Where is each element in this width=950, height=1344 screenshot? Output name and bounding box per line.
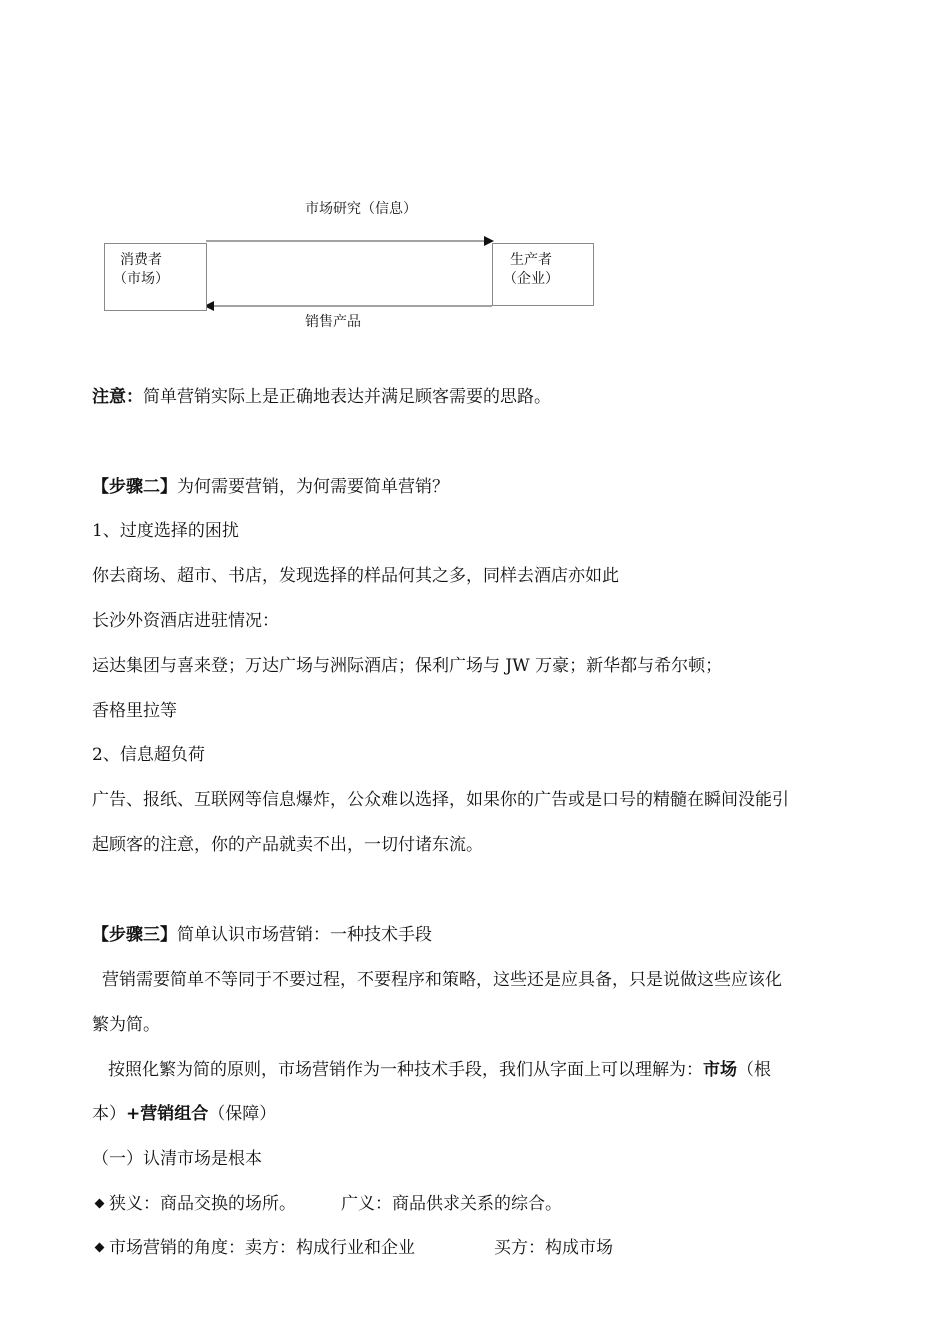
bullet-1-narrow: 狭义：商品交换的场所。 bbox=[109, 1194, 296, 1214]
bullet-1 bbox=[92, 1193, 296, 1215]
step2-label: 【步骤二】 bbox=[92, 477, 177, 497]
consumer-sublabel: （市场） bbox=[113, 271, 169, 287]
producer-label: 生产者 bbox=[510, 252, 552, 268]
step2-item1: 1、过度选择的困扰 bbox=[92, 521, 239, 541]
step2-paragraph-2: 长沙外资酒店进驻情况： bbox=[92, 611, 279, 631]
producer-sublabel: （企业） bbox=[503, 271, 559, 287]
diagram-bottom-label: 销售产品 bbox=[305, 314, 361, 330]
bullet-2-buyer: 买方：构成市场 bbox=[494, 1238, 613, 1258]
step2-title: 为何需要营销，为何需要简单营销？ bbox=[177, 477, 449, 497]
step2-paragraph-3: 运达集团与喜来登；万达广场与洲际酒店；保利广场与 JW 万豪；新华都与希尔顿； bbox=[92, 656, 723, 676]
step3-paragraph-1a: 营销需要简单不等同于不要过程，不要程序和策略，这些还是应具备，只是说做这些应该化 bbox=[102, 970, 782, 990]
diamond-bullet-icon bbox=[95, 1243, 105, 1253]
consumer-box bbox=[104, 243, 207, 311]
bullet-2 bbox=[92, 1237, 415, 1259]
diagram-top-label: 市场研究（信息） bbox=[305, 201, 417, 217]
step2-item2: 2、信息超负荷 bbox=[92, 745, 205, 765]
diamond-bullet-icon bbox=[95, 1199, 105, 1209]
producer-box bbox=[492, 243, 594, 306]
consumer-label: 消费者 bbox=[120, 252, 162, 268]
market-keyword: 市场 bbox=[703, 1060, 737, 1080]
note-label: 注意： bbox=[92, 387, 143, 407]
note-paragraph bbox=[92, 386, 551, 408]
step3-paragraph-1b: 繁为简。 bbox=[92, 1015, 160, 1035]
step2-paragraph-5b: 起顾客的注意，你的产品就卖不出，一切付诸东流。 bbox=[92, 835, 483, 855]
step3-paragraph-2b: 本）+营销组合（保障） bbox=[92, 1104, 277, 1124]
step2-paragraph-4: 香格里拉等 bbox=[92, 701, 177, 721]
section-1-heading: （一）认清市场是根本 bbox=[92, 1149, 262, 1169]
step3-title: 简单认识市场营销：一种技术手段 bbox=[177, 925, 432, 945]
step3-heading bbox=[92, 924, 432, 946]
step2-paragraph-5a: 广告、报纸、互联网等信息爆炸，公众难以选择，如果你的广告或是口号的精髓在瞬间没能引 bbox=[92, 790, 789, 810]
marketing-mix-keyword: +营销组合 bbox=[126, 1104, 209, 1124]
step3-label: 【步骤三】 bbox=[92, 925, 177, 945]
bullet-1-broad: 广义：商品供求关系的综合。 bbox=[341, 1194, 562, 1214]
bullet-2-seller: 市场营销的角度：卖方：构成行业和企业 bbox=[109, 1238, 415, 1258]
step2-paragraph-1: 你去商场、超市、书店，发现选择的样品何其之多，同样去酒店亦如此 bbox=[92, 566, 619, 586]
note-text: 简单营销实际上是正确地表达并满足顾客需要的思路。 bbox=[143, 387, 551, 407]
step3-paragraph-2a: 按照化繁为简的原则，市场营销作为一种技术手段，我们从字面上可以理解为：市场（根 bbox=[108, 1060, 771, 1080]
step2-heading bbox=[92, 476, 449, 498]
